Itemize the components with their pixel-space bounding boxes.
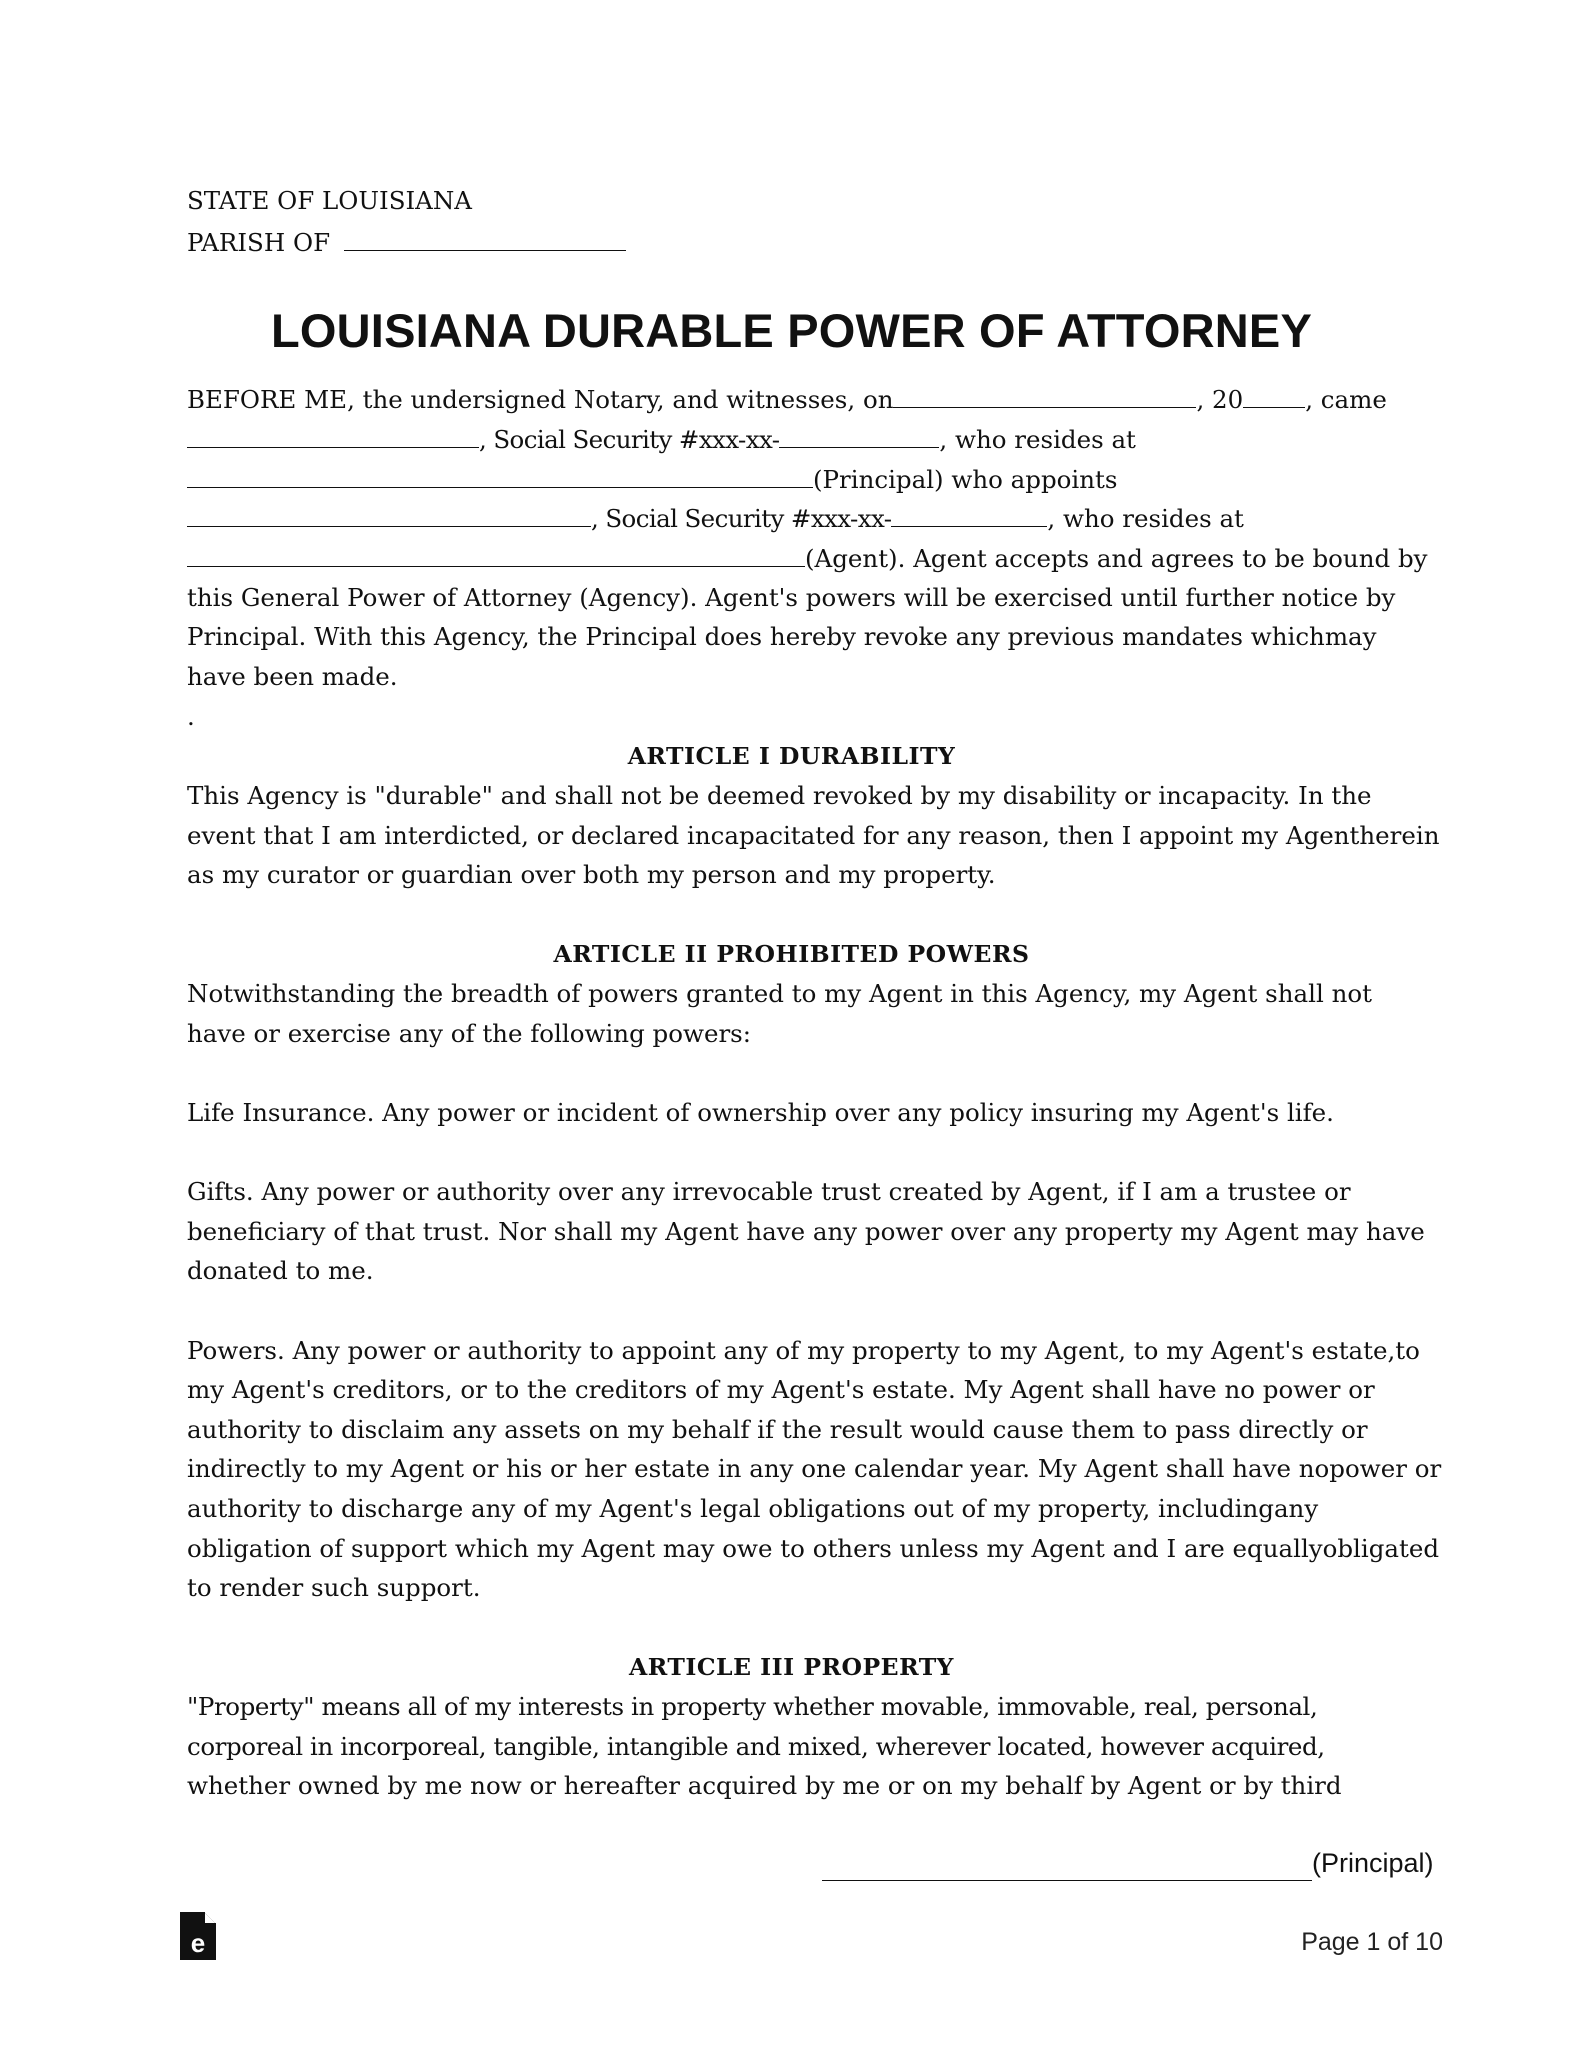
intro-text: BEFORE ME, the undersigned Notary, and witnesses, on (187, 385, 894, 414)
eforms-logo-icon (178, 1910, 218, 1962)
intro-line-9: . (187, 702, 195, 731)
article-3-line: corporeal in incorporeal, tangible, intangible and mixed, wherever located, however acquired, (187, 1732, 1325, 1761)
powers-line: obligation of support which my Agent may owe to others unless my Agent and I are equallyobligated (187, 1534, 1440, 1563)
article-3-heading: ARTICLE III PROPERTY (629, 1653, 954, 1681)
date-blank[interactable] (893, 381, 1196, 408)
article-1-heading: ARTICLE I DURABILITY (627, 742, 956, 770)
intro-line-1 (187, 381, 1387, 417)
life-insurance-paragraph: Life Insurance. Any power or incident of ownership over any policy insuring my Agent's life. (187, 1098, 1334, 1127)
intro-line-6: this General Power of Attorney (Agency). Agent's powers will be exercised until further notice by (187, 583, 1396, 612)
agent-ssn-blank[interactable] (891, 500, 1047, 527)
parish-label: PARISH OF (187, 228, 331, 257)
intro-line-2 (187, 421, 1136, 457)
powers-line: indirectly to my Agent or his or her estate in any one calendar year. My Agent shall have nopower or (187, 1454, 1442, 1483)
article-2-heading: ARTICLE II PROHIBITED POWERS (553, 940, 1030, 968)
intro-text: , came (1305, 385, 1387, 414)
principal-signature-line[interactable] (822, 1880, 1312, 1881)
article-1-line: event that I am interdicted, or declared incapacitated for any reason, then I appoint my Agentherein (187, 821, 1440, 850)
powers-line: Powers. Any power or authority to appoint any of my property to my Agent, to my Agent's estate,to (187, 1336, 1420, 1365)
agent-address-blank[interactable] (187, 540, 805, 567)
gifts-line: donated to me. (187, 1256, 374, 1285)
intro-line-4 (187, 500, 1244, 536)
article-3-line: whether owned by me now or hereafter acquired by me or on my behalf by Agent or by third (187, 1771, 1342, 1800)
article-2-intro-line: have or exercise any of the following powers: (187, 1019, 751, 1048)
gifts-line: Gifts. Any power or authority over any irrevocable trust created by Agent, if I am a trustee or (187, 1177, 1351, 1206)
year-blank[interactable] (1243, 381, 1305, 408)
intro-text: , who resides at (1047, 504, 1244, 533)
intro-line-3 (187, 461, 1117, 497)
article-3-line: "Property" means all of my interests in property whether movable, immovable, real, personal, (187, 1692, 1318, 1721)
principal-name-blank[interactable] (187, 421, 479, 448)
intro-text: , Social Security #xxx-xx- (479, 425, 780, 454)
intro-line-7: Principal. With this Agency, the Principal does hereby revoke any previous mandates whichmay (187, 622, 1377, 651)
parish-line (187, 224, 626, 257)
intro-text: (Principal) who appoints (813, 465, 1118, 494)
svg-text:e: e (190, 1928, 206, 1958)
principal-ssn-blank[interactable] (779, 421, 939, 448)
intro-text: , 20 (1196, 385, 1244, 414)
powers-line: authority to discharge any of my Agent's legal obligations out of my property, includingany (187, 1494, 1319, 1523)
principal-signature-label: (Principal) (1312, 1848, 1434, 1878)
powers-line: authority to disclaim any assets on my behalf if the result would cause them to pass directly or (187, 1415, 1368, 1444)
article-1-line: as my curator or guardian over both my person and my property. (187, 860, 996, 889)
intro-line-5 (187, 540, 1427, 576)
intro-text: , Social Security #xxx-xx- (591, 504, 892, 533)
powers-line: to render such support. (187, 1573, 481, 1602)
intro-text: , who resides at (939, 425, 1136, 454)
parish-blank[interactable] (344, 224, 626, 251)
state-line: STATE OF LOUISIANA (187, 186, 472, 215)
article-1-line: This Agency is "durable" and shall not be deemed revoked by my disability or incapacity. In the (187, 781, 1372, 810)
powers-line: my Agent's creditors, or to the creditors of my Agent's estate. My Agent shall have no power or (187, 1375, 1375, 1404)
document-title: LOUISIANA DURABLE POWER OF ATTORNEY (271, 304, 1312, 357)
page-number: Page 1 of 10 (1301, 1928, 1443, 1956)
gifts-line: beneficiary of that trust. Nor shall my Agent have any power over any property my Agent may have (187, 1217, 1425, 1246)
article-2-intro-line: Notwithstanding the breadth of powers granted to my Agent in this Agency, my Agent shall not (187, 979, 1372, 1008)
principal-address-blank[interactable] (187, 461, 813, 488)
intro-text: (Agent). Agent accepts and agrees to be bound by (805, 544, 1428, 573)
agent-name-blank[interactable] (187, 500, 591, 527)
intro-line-8: have been made. (187, 662, 398, 691)
